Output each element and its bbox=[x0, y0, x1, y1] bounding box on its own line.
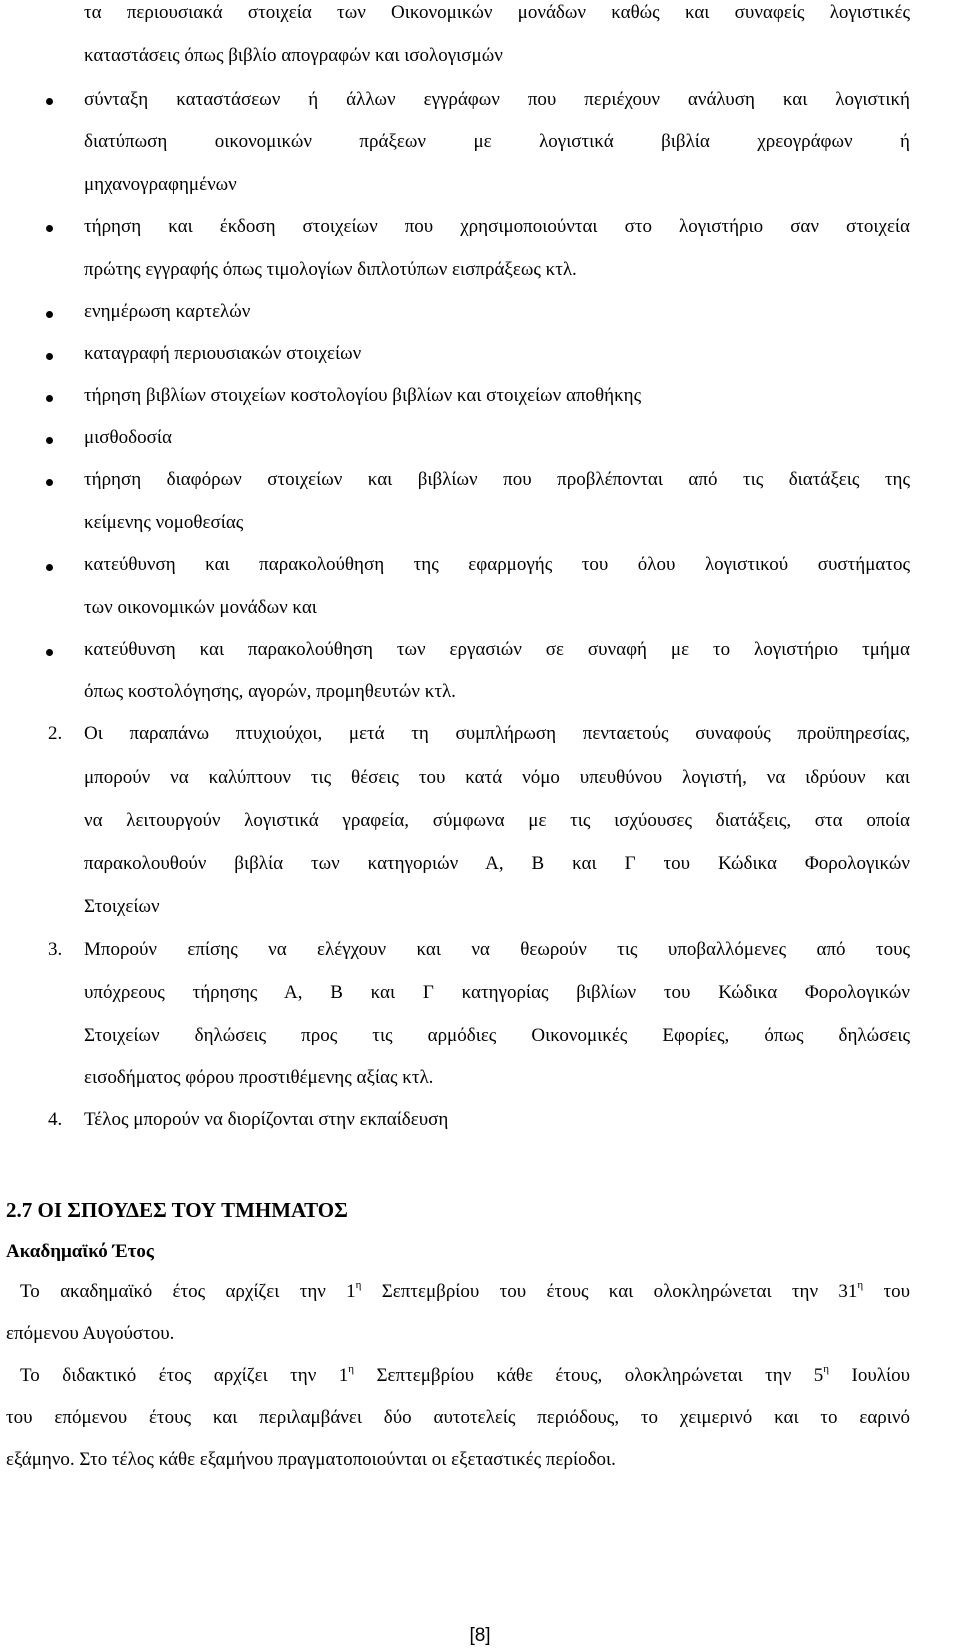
bullet-item-line: σύνταξη καταστάσεων ή άλλων εγγράφων που περιέχουν ανάλυση και λογιστική bbox=[84, 89, 910, 110]
paragraph-line: εξάμηνο. Στο τέλος κάθε εξαμήνου πραγματοποιούνται οι εξεταστικές περίοδοι. bbox=[6, 1449, 616, 1470]
bullet-item-line: κείμενης νομοθεσίας bbox=[84, 512, 244, 533]
section-heading: 2.7 ΟΙ ΣΠΟΥΔΕΣ ΤΟΥ ΤΜΗΜΑΤΟΣ bbox=[6, 1198, 348, 1222]
bullet-marker bbox=[46, 395, 53, 402]
bullet-marker bbox=[46, 225, 53, 232]
bullet-marker bbox=[46, 649, 53, 656]
list-number: 4. bbox=[48, 1109, 63, 1130]
text-line: καταστάσεις όπως βιβλίο απογραφών και ισολογισμών bbox=[84, 45, 503, 66]
paragraph-line: Το διδακτικό έτος αρχίζει την $1^\eta$ Σεπτεμβρίου κάθε έτους, ολοκληρώνεται την $5^\eta$ Ιουλίου bbox=[20, 1362, 910, 1386]
bullet-marker bbox=[46, 479, 53, 486]
numbered-item-line: Μπορούν επίσης να ελέγχουν και να θεωρούν τις υποβαλλόμενες από τους bbox=[84, 939, 910, 960]
list-number: 3. bbox=[48, 939, 63, 960]
numbered-item-line: Στοιχείων bbox=[84, 896, 160, 917]
page-number: [8] bbox=[469, 1625, 491, 1646]
bullet-item-line: τήρηση βιβλίων στοιχείων κοστολογίου βιβλίων και στοιχείων αποθήκης bbox=[84, 385, 642, 406]
subsection-heading: Ακαδημαϊκό Έτος bbox=[6, 1241, 154, 1262]
bullet-item-line: όπως κοστολόγησης, αγορών, προμηθευτών κτλ. bbox=[84, 681, 456, 702]
bullet-item-line: ενημέρωση καρτελών bbox=[84, 301, 251, 322]
bullet-item-line: τήρηση διαφόρων στοιχείων και βιβλίων που προβλέπονται από τις διατάξεις της bbox=[84, 469, 910, 490]
bullet-item-line: μηχανογραφημένων bbox=[84, 174, 237, 195]
bullet-marker bbox=[46, 353, 53, 360]
text-line: τα περιουσιακά στοιχεία των Οικονομικών μονάδων καθώς και συναφείς λογιστικές bbox=[84, 2, 910, 23]
paragraph-line: του επόμενου έτους και περιλαμβάνει δύο αυτοτελείς περιόδους, το χειμερινό και το εαρινό bbox=[6, 1407, 910, 1428]
paragraph-line: Το ακαδημαϊκό έτος αρχίζει την $1^\eta$ Σεπτεμβρίου του έτους και ολοκληρώνεται την $31^\eta$ του bbox=[20, 1278, 910, 1302]
bullet-item-line: των οικονομικών μονάδων και bbox=[84, 597, 317, 618]
numbered-item-line: υπόχρεους τήρησης Α, Β και Γ κατηγορίας βιβλίων του Κώδικα Φορολογικών bbox=[84, 982, 910, 1003]
bullet-marker bbox=[46, 564, 53, 571]
numbered-item-line: να λειτουργούν λογιστικά γραφεία, σύμφωνα με τις ισχύουσες διατάξεις, στα οποία bbox=[84, 810, 910, 831]
numbered-item-line: Οι παραπάνω πτυχιούχοι, μετά τη συμπλήρωση πενταετούς συναφούς προϋπηρεσίας, bbox=[84, 723, 910, 744]
numbered-item-line: Τέλος μπορούν να διορίζονται στην εκπαίδευση bbox=[84, 1109, 449, 1130]
bullet-marker bbox=[46, 437, 53, 444]
numbered-item-line: παρακολουθούν βιβλία των κατηγοριών Α, Β και Γ του Κώδικα Φορολογικών bbox=[84, 853, 910, 874]
bullet-item-line: μισθοδοσία bbox=[84, 427, 172, 448]
bullet-item-line: κατεύθυνση και παρακολούθηση της εφαρμογής του όλου λογιστικού συστήματος bbox=[84, 554, 910, 575]
paragraph-line: επόμενου Αυγούστου. bbox=[6, 1323, 175, 1344]
bullet-item-line: τήρηση και έκδοση στοιχείων που χρησιμοποιούνται στο λογιστήριο σαν στοιχεία bbox=[84, 216, 910, 237]
numbered-item-line: μπορούν να καλύπτουν τις θέσεις του κατά νόμο υπευθύνου λογιστή, να ιδρύουν και bbox=[84, 767, 910, 788]
bullet-item-line: πρώτης εγγραφής όπως τιμολογίων διπλοτύπων εισπράξεως κτλ. bbox=[84, 259, 577, 280]
bullet-marker bbox=[46, 311, 53, 318]
bullet-item-line: διατύπωση οικονομικών πράξεων με λογιστικά βιβλία χρεογράφων ή bbox=[84, 131, 910, 152]
bullet-marker bbox=[46, 98, 53, 105]
numbered-item-line: Στοιχείων δηλώσεις προς τις αρμόδιες Οικονομικές Εφορίες, όπως δηλώσεις bbox=[84, 1025, 910, 1046]
list-number: 2. bbox=[48, 723, 63, 744]
bullet-item-line: κατεύθυνση και παρακολούθηση των εργασιών σε συναφή με το λογιστήριο τμήμα bbox=[84, 639, 910, 660]
numbered-item-line: εισοδήματος φόρου προστιθέμενης αξίας κτλ. bbox=[84, 1067, 434, 1088]
bullet-item-line: καταγραφή περιουσιακών στοιχείων bbox=[84, 343, 362, 364]
